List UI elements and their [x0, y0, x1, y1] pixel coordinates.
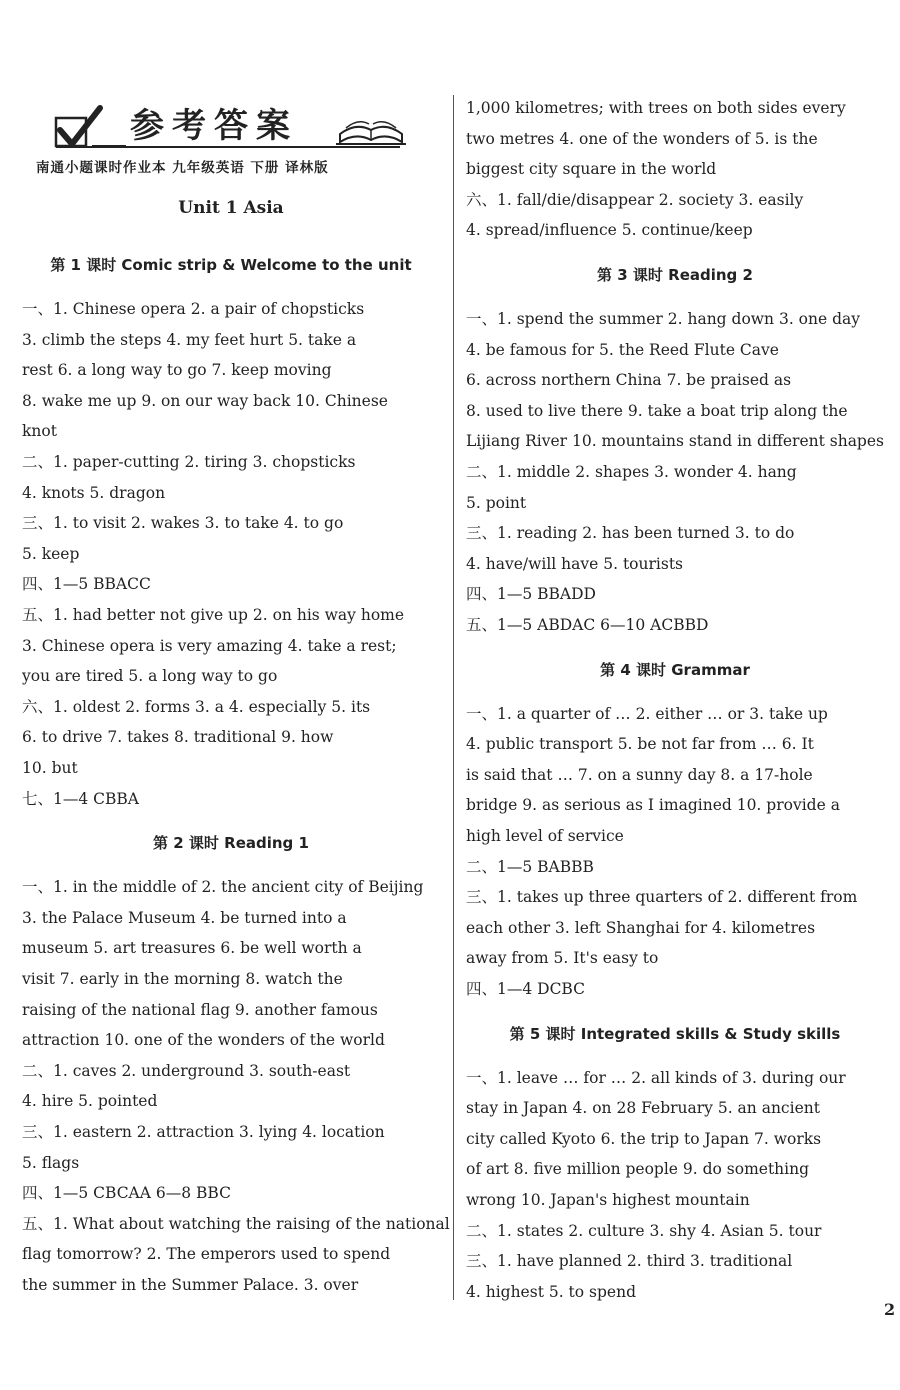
answer-line: of art 8. five million people 9. do something: [466, 1160, 810, 1179]
answer-line: 6. to drive 7. takes 8. traditional 9. how: [22, 728, 334, 747]
answer-line: museum 5. art treasures 6. be well worth a: [22, 939, 362, 958]
answer-line: rest 6. a long way to go 7. keep moving: [22, 361, 332, 380]
header-rule: [56, 146, 400, 148]
section-heading: 第 5 课时 Integrated skills & Study skills: [509, 1024, 841, 1043]
section-heading: 第 1 课时 Comic strip & Welcome to the unit: [50, 256, 412, 274]
page-number: 2: [884, 1300, 896, 1319]
open-book-icon: [336, 104, 406, 146]
answer-line: 8. used to live there 9. take a boat trip along the: [466, 401, 848, 420]
answer-line: raising of the national flag 9. another famous: [22, 1000, 378, 1019]
section-heading: 第 4 课时 Grammar: [600, 660, 750, 679]
answer-line: 3. the Palace Museum 4. be turned into a: [22, 908, 347, 927]
answer-line: high level of service: [466, 827, 624, 845]
answer-line: attraction 10. one of the wonders of the world: [22, 1031, 385, 1050]
answer-line: the summer in the Summer Palace. 3. over: [22, 1276, 359, 1294]
answer-line: 三、1. have planned 2. third 3. traditional: [466, 1252, 793, 1271]
page-subtitle: 南通小题课时作业本 九年级英语 下册 译林版: [36, 160, 329, 176]
answer-line: 二、1. paper-cutting 2. tiring 3. chopsticks: [22, 453, 356, 471]
answer-line: you are tired 5. a long way to go: [22, 667, 278, 686]
answer-line: 一、1. leave … for … 2. all kinds of 3. during our: [466, 1068, 846, 1087]
answer-line: away from 5. It's easy to: [466, 949, 659, 968]
answer-line: bridge 9. as serious as I imagined 10. provide a: [466, 796, 840, 815]
answer-line: 五、1. What about watching the raising of the national: [22, 1214, 450, 1233]
answer-line: flag tomorrow? 2. The emperors used to spend: [22, 1245, 391, 1264]
answer-line: 3. Chinese opera is very amazing 4. take a rest;: [22, 636, 397, 655]
answer-line: city called Kyoto 6. the trip to Japan 7. works: [466, 1129, 822, 1148]
answer-line: 5. keep: [22, 544, 80, 563]
answer-line: 五、1—5 ABDAC 6—10 ACBBD: [466, 616, 709, 634]
answer-line: 6. across northern China 7. be praised as: [466, 371, 792, 390]
section-heading: 第 2 课时 Reading 1: [153, 834, 309, 853]
answer-line: 五、1. had better not give up 2. on his way home: [22, 606, 405, 624]
answer-line: wrong 10. Japan's highest mountain: [466, 1191, 750, 1209]
answer-line: 一、1. Chinese opera 2. a pair of chopsticks: [22, 300, 365, 318]
answer-line: 4. be famous for 5. the Reed Flute Cave: [466, 340, 779, 359]
answer-line: 一、1. in the middle of 2. the ancient city of Beijing: [22, 878, 424, 897]
answer-line: 三、1. to visit 2. wakes 3. to take 4. to go: [22, 514, 344, 533]
answer-line: is said that … 7. on a sunny day 8. a 17-hole: [466, 765, 813, 784]
answer-line: 4. spread/influence 5. continue/keep: [466, 221, 753, 240]
answer-line: two metres 4. one of the wonders of 5. is the: [466, 129, 818, 148]
answer-line: biggest city square in the world: [466, 160, 717, 179]
answer-line: 一、1. a quarter of … 2. either … or 3. take up: [466, 704, 828, 723]
answer-line: 4. hire 5. pointed: [22, 1092, 158, 1111]
answer-line: 二、1—5 BABBB: [466, 857, 594, 876]
answer-line: 二、1. middle 2. shapes 3. wonder 4. hang: [466, 463, 797, 481]
answer-line: Lijiang River 10. mountains stand in different shapes: [466, 432, 884, 451]
answer-line: visit 7. early in the morning 8. watch the: [22, 970, 343, 988]
answer-line: 1,000 kilometres; with trees on both sides every: [466, 99, 846, 117]
answer-line: 10. but: [22, 759, 78, 777]
answer-line: 四、1—5 CBCAA 6—8 BBC: [22, 1184, 231, 1203]
answer-line: 三、1. takes up three quarters of 2. different from: [466, 888, 858, 907]
answer-line: 三、1. reading 2. has been turned 3. to do: [466, 524, 795, 543]
answer-line: 六、1. oldest 2. forms 3. a 4. especially 5. its: [22, 697, 371, 716]
answer-line: 七、1—4 CBBA: [22, 789, 139, 808]
answer-line: 三、1. eastern 2. attraction 3. lying 4. location: [22, 1123, 385, 1141]
answer-line: 3. climb the steps 4. my feet hurt 5. take a: [22, 330, 357, 349]
answer-line: 4. highest 5. to spend: [466, 1282, 637, 1301]
answer-line: 4. public transport 5. be not far from … 6. It: [466, 735, 814, 754]
answer-line: 二、1. states 2. culture 3. shy 4. Asian 5. tour: [466, 1221, 822, 1240]
answer-line: stay in Japan 4. on 28 February 5. an ancient: [466, 1099, 820, 1118]
answer-line: 4. have/will have 5. tourists: [466, 554, 683, 573]
page-title: 参考答案: [130, 106, 298, 146]
answer-line: 8. wake me up 9. on our way back 10. Chinese: [22, 391, 388, 410]
unit-title: Unit 1 Asia: [178, 198, 284, 218]
answer-line: knot: [22, 422, 57, 441]
section-heading: 第 3 课时 Reading 2: [597, 266, 753, 284]
checkbox-icon: [52, 104, 126, 150]
column-divider: [453, 95, 454, 1300]
answer-line: 四、1—4 DCBC: [466, 980, 585, 998]
answer-line: 四、1—5 BBADD: [466, 585, 596, 604]
answer-line: 四、1—5 BBACC: [22, 575, 151, 594]
answer-line: 4. knots 5. dragon: [22, 483, 166, 502]
answer-line: 5. flags: [22, 1153, 80, 1172]
answer-line: each other 3. left Shanghai for 4. kilometres: [466, 918, 816, 937]
answer-line: 一、1. spend the summer 2. hang down 3. one day: [466, 310, 861, 328]
answer-line: 二、1. caves 2. underground 3. south-east: [22, 1061, 351, 1080]
answer-line: 六、1. fall/die/disappear 2. society 3. easily: [466, 190, 804, 209]
answer-line: 5. point: [466, 493, 527, 512]
